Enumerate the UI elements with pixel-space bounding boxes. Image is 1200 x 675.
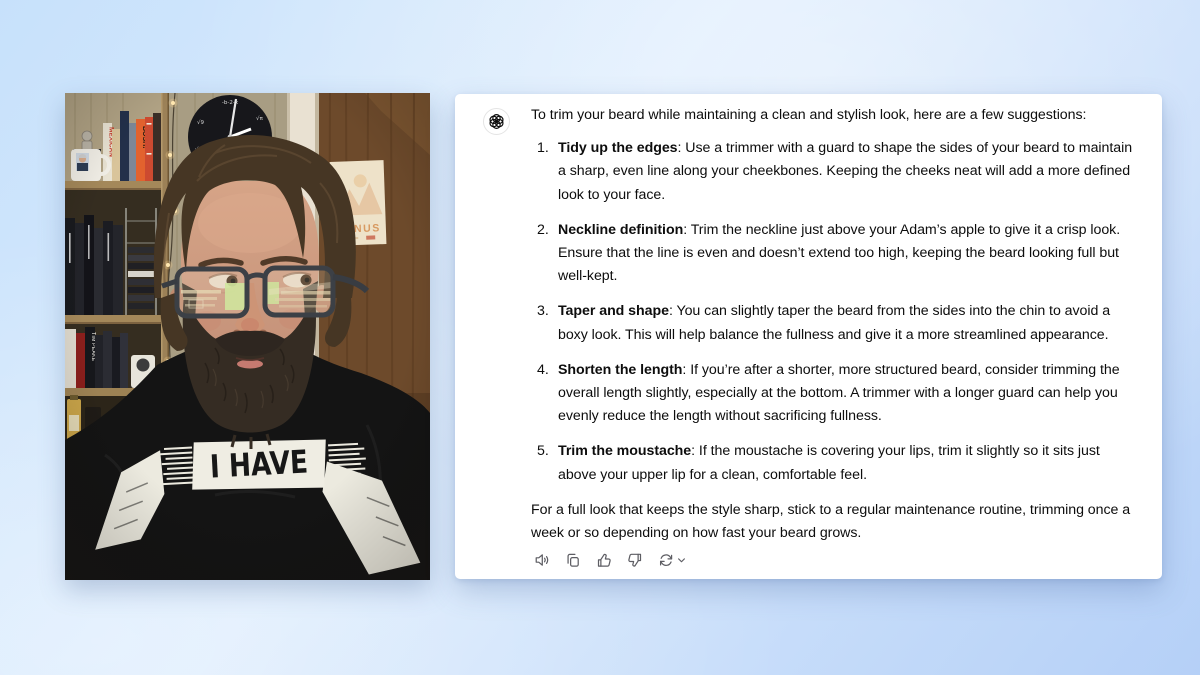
list-item-body: : You can slightly taper the beard from the sides into the chin to avoid a boxy look. This will help balance the fullness and give it a more streamlined appearance. [558,303,1111,343]
copy-icon [564,551,582,569]
selfie-illustration [65,93,430,580]
suggestions-list [531,137,1134,487]
list-number: 5. [537,443,549,460]
copy-button[interactable] [562,549,584,571]
list-item [531,359,1134,429]
list-item-body: : Use a trimmer with a guard to shape the sides of your beard to maintain a sharp, even line along your cheekbones. Keeping the cheeks neat will add a more defined look to your face. [558,140,1133,203]
list-item-title: Tidy up the edges [558,140,678,157]
thumbs-up-icon [595,551,613,569]
list-text [558,137,1134,207]
list-number: 1. [537,140,549,157]
selfie-photo [65,93,430,580]
assistant-message-intro: To trim your beard while maintaining a clean and stylish look, here are a few suggestions: [531,107,1087,123]
openai-logo-icon [487,112,506,131]
list-text [558,219,1134,289]
list-item [531,440,1134,486]
chevron-down-icon [677,556,686,565]
list-item [531,137,1134,207]
assistant-message [531,94,1134,571]
chat-response-card [455,94,1162,579]
list-number: 2. [537,221,549,238]
list-item-title: Trim the moustache [558,443,692,460]
list-item [531,219,1134,289]
list-item-body: : If you’re after a shorter, more structured beard, consider trimming the overall length slightly, especially at the bottom. A trimmer with a longer guard can help you evenly reduce the length without sacrificing fullness. [558,361,1120,425]
list-item-title: Taper and shape [558,303,669,320]
thumbs-down-icon [626,551,644,569]
photo-vignette [65,93,430,580]
list-text [558,440,1134,486]
regenerate-button[interactable] [655,549,688,571]
assistant-message-outro: For a full look that keeps the style sharp, stick to a regular maintenance routine, trimming once a week or so depending on how fast your beard grows. [531,501,1131,542]
list-text [558,359,1134,429]
list-item-body: : Trim the neckline just above your Adam’s apple to give it a crisp look. Ensure that the line is even and doesn’t extend too high, keeping the beard looking full but well-kept. [558,221,1121,285]
read-aloud-button[interactable] [531,549,553,571]
list-text [558,300,1134,346]
assistant-avatar [483,108,510,135]
list-number: 3. [537,303,549,320]
list-item-title: Shorten the length [558,361,683,378]
thumbs-down-button[interactable] [624,549,646,571]
thumbs-up-button[interactable] [593,549,615,571]
list-item-body: : If the moustache is covering your lips, trim it slightly so it sits just above your upper lip for a clean, comfortable feel. [558,443,1100,483]
speaker-icon [533,551,551,569]
list-number: 4. [537,361,549,378]
message-actions [531,549,1134,571]
list-item-title: Neckline definition [558,221,684,238]
list-item [531,300,1134,346]
regenerate-icon [657,551,675,569]
